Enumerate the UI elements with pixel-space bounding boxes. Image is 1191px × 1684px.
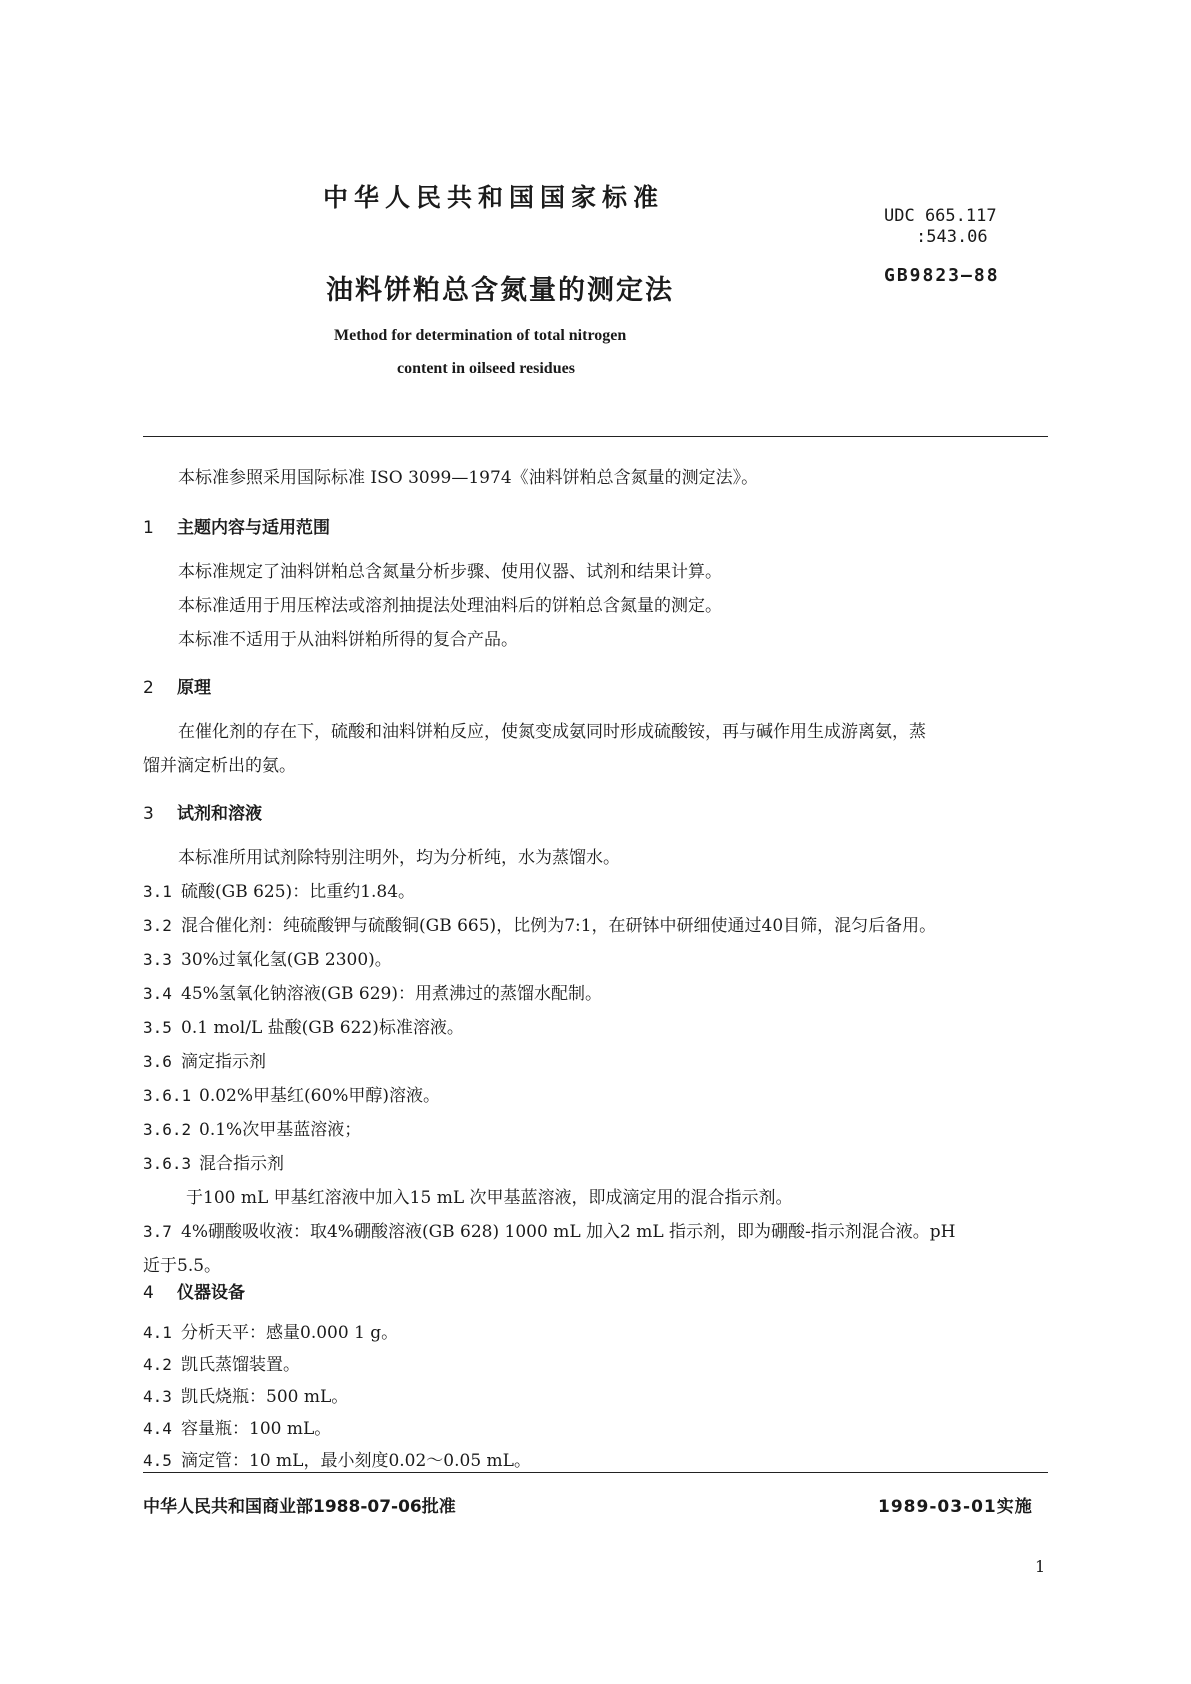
section-4-heading (143, 1278, 245, 1303)
section-3-heading (143, 799, 262, 824)
item-text: 容量瓶：100 mL。 (181, 1419, 332, 1439)
item-text: 凯氏蒸馏装置。 (181, 1355, 300, 1375)
item-text: 硫酸(GB 625)：比重约1.84。 (181, 882, 416, 902)
item-text: 滴定指示剂 (181, 1052, 266, 1072)
section-title: 仪器设备 (177, 1283, 245, 1303)
document-title-cn: 油料饼粕总含氮量的测定法 (326, 275, 674, 306)
section-number: 3 (143, 804, 154, 824)
list-item (143, 1414, 331, 1439)
section-number: 2 (143, 678, 154, 698)
list-item (143, 1013, 464, 1038)
item-number: 3.6.2 (143, 1120, 192, 1139)
list-item (143, 1149, 284, 1174)
item-text: 滴定管：10 mL，最小刻度0.02～0.05 mL。 (181, 1451, 531, 1471)
item-number: 4.3 (143, 1387, 172, 1406)
approval-statement: 中华人民共和国商业部1988-07-06批准 (143, 1497, 456, 1517)
item-number: 4.5 (143, 1451, 172, 1470)
footer-divider-top (143, 1472, 1048, 1473)
list-item (143, 911, 936, 936)
udc-code-line2: :543.06 (916, 227, 988, 247)
item-number: 4.1 (143, 1323, 172, 1342)
section-title: 主题内容与适用范围 (177, 518, 330, 538)
list-item (143, 877, 415, 902)
list-item (143, 1047, 266, 1072)
list-item (143, 1217, 956, 1242)
item-number: 3.6.3 (143, 1154, 192, 1173)
item-number: 3.5 (143, 1018, 172, 1037)
list-item (143, 1382, 348, 1407)
udc-code-line1: UDC 665.117 (884, 206, 997, 226)
section-3-intro: 本标准所用试剂除特别注明外，均为分析纯，水为蒸馏水。 (178, 848, 620, 868)
item-text: 0.02%甲基红(60%甲醇)溶液。 (199, 1086, 441, 1106)
section-title: 原理 (177, 678, 211, 698)
item-number: 3.4 (143, 984, 172, 1003)
item-text: 30%过氧化氢(GB 2300)。 (181, 950, 392, 970)
section-number: 4 (143, 1283, 154, 1303)
effective-date: 1989-03-01实施 (878, 1497, 1033, 1517)
list-item (143, 1350, 300, 1375)
list-item (143, 1115, 361, 1140)
document-title-en-line2: content in oilseed residues (397, 360, 575, 377)
item-text: 分析天平：感量0.000 1 g。 (181, 1323, 399, 1343)
section-1-paragraph-3: 本标准不适用于从油料饼粕所得的复合产品。 (178, 630, 518, 650)
item-number: 3.3 (143, 950, 172, 969)
item-number: 3.7 (143, 1222, 172, 1241)
item-number: 3.6 (143, 1052, 172, 1071)
section-2-paragraph-line2: 馏并滴定析出的氨。 (143, 756, 296, 776)
section-title: 试剂和溶液 (177, 804, 262, 824)
header-divider (143, 436, 1048, 437)
page-number: 1 (1035, 1557, 1046, 1576)
item-number: 3.2 (143, 916, 172, 935)
item-continuation: 近于5.5。 (143, 1256, 222, 1276)
item-text: 混合指示剂 (199, 1154, 284, 1174)
item-number: 4.2 (143, 1355, 172, 1374)
list-item (143, 1081, 440, 1106)
section-number: 1 (143, 518, 154, 538)
section-1-paragraph-1: 本标准规定了油料饼粕总含氮量分析步骤、使用仪器、试剂和结果计算。 (178, 562, 722, 582)
item-text: 4%硼酸吸收液：取4%硼酸溶液(GB 628) 1000 mL 加入2 mL 指示剂，即为硼酸-指示剂混合液。pH (181, 1222, 956, 1242)
list-item (143, 1318, 398, 1343)
section-2-heading (143, 673, 211, 698)
item-text: 0.1 mol/L 盐酸(GB 622)标准溶液。 (181, 1018, 464, 1038)
national-standard-heading: 中华人民共和国国家标准 (323, 183, 665, 212)
item-number: 3.1 (143, 882, 172, 901)
mixed-indicator-description: 于100 mL 甲基红溶液中加入15 mL 次甲基蓝溶液，即成滴定用的混合指示剂。 (186, 1188, 793, 1208)
section-1-paragraph-2: 本标准适用于用压榨法或溶剂抽提法处理油料后的饼粕总含氮量的测定。 (178, 596, 722, 616)
list-item (143, 979, 602, 1004)
list-item (143, 945, 392, 970)
intro-paragraph: 本标准参照采用国际标准 ISO 3099—1974《油料饼粕总含氮量的测定法》。 (178, 468, 759, 488)
item-number: 4.4 (143, 1419, 172, 1438)
section-1-heading (143, 513, 330, 538)
document-title-en-line1: Method for determination of total nitrogen (334, 327, 627, 344)
item-number: 3.6.1 (143, 1086, 192, 1105)
item-text: 45%氢氧化钠溶液(GB 629)：用煮沸过的蒸馏水配制。 (181, 984, 602, 1004)
gb-standard-number: GB9823—88 (884, 265, 1000, 286)
item-text: 0.1%次甲基蓝溶液； (199, 1120, 362, 1140)
item-text: 混合催化剂：纯硫酸钾与硫酸铜(GB 665)，比例为7:1，在研钵中研细使通过40目筛，混匀后备用。 (181, 916, 937, 936)
item-text: 凯氏烧瓶：500 mL。 (181, 1387, 349, 1407)
list-item (143, 1446, 531, 1471)
section-2-paragraph-line1: 在催化剂的存在下，硫酸和油料饼粕反应，使氮变成氨同时形成硫酸铵，再与碱作用生成游离氨，蒸 (178, 722, 926, 742)
